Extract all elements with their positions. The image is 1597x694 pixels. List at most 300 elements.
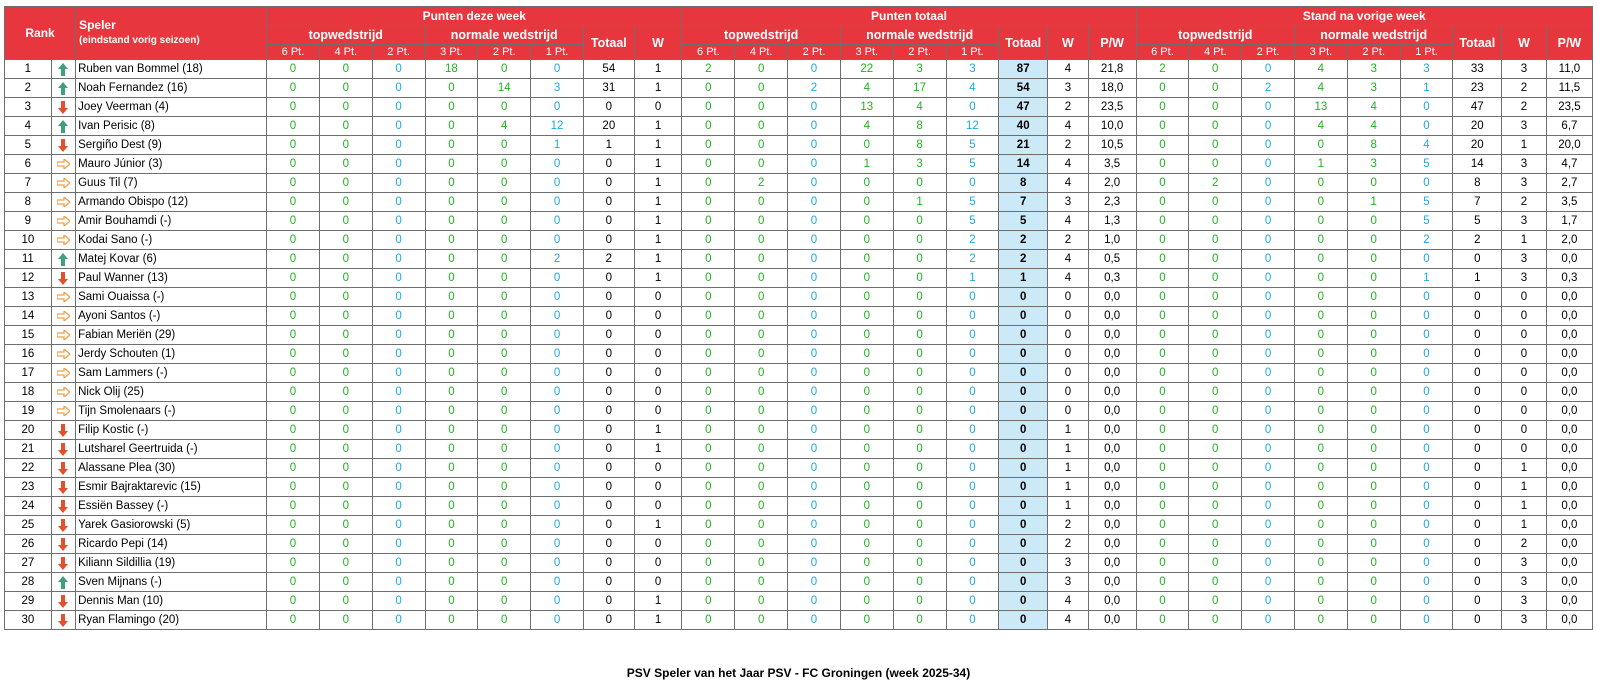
col-header-2pt: 2 Pt. xyxy=(372,45,425,60)
total-points-cell: 0 xyxy=(893,174,946,193)
week-total-cell: 0 xyxy=(583,212,634,231)
total-points-cell: 0 xyxy=(893,269,946,288)
prev-points-cell: 0 xyxy=(1136,402,1189,421)
total-pw-cell: 0,0 xyxy=(1088,497,1136,516)
total-points-cell: 0 xyxy=(946,383,999,402)
week-points-cell: 0 xyxy=(425,250,478,269)
total-points-cell: 0 xyxy=(840,516,893,535)
total-points-cell: 0 xyxy=(682,516,735,535)
prev-pw-cell: 11,0 xyxy=(1546,60,1592,79)
total-cell: 0 xyxy=(999,535,1048,554)
prev-points-cell: 0 xyxy=(1400,383,1453,402)
total-points-cell: 0 xyxy=(893,364,946,383)
total-points-cell: 0 xyxy=(735,269,788,288)
week-points-cell: 0 xyxy=(531,402,584,421)
total-points-cell: 0 xyxy=(735,326,788,345)
player-name: Kiliann Sildillia (19) xyxy=(76,554,267,573)
prev-points-cell: 0 xyxy=(1347,345,1400,364)
prev-points-cell: 0 xyxy=(1136,288,1189,307)
total-points-cell: 0 xyxy=(682,193,735,212)
total-pw-cell: 10,0 xyxy=(1088,117,1136,136)
total-cell: 0 xyxy=(999,383,1048,402)
week-points-cell: 0 xyxy=(531,98,584,117)
total-points-cell: 0 xyxy=(840,288,893,307)
total-points-cell: 0 xyxy=(788,478,841,497)
prev-points-cell: 5 xyxy=(1400,155,1453,174)
total-pw-cell: 21,8 xyxy=(1088,60,1136,79)
prev-total-cell: 8 xyxy=(1453,174,1502,193)
prev-points-cell: 4 xyxy=(1294,117,1347,136)
week-points-cell: 0 xyxy=(319,345,372,364)
total-points-cell: 0 xyxy=(788,136,841,155)
week-points-cell: 0 xyxy=(425,440,478,459)
arrow-down-icon xyxy=(51,554,75,573)
week-points-cell: 0 xyxy=(478,402,531,421)
prev-points-cell: 2 xyxy=(1400,231,1453,250)
total-cell: 0 xyxy=(999,611,1048,630)
week-points-cell: 0 xyxy=(425,383,478,402)
week-points-cell: 0 xyxy=(531,60,584,79)
col-header-3pt: 3 Pt. xyxy=(425,45,478,60)
week-points-cell: 0 xyxy=(319,364,372,383)
total-points-cell: 0 xyxy=(735,421,788,440)
total-points-cell: 0 xyxy=(788,307,841,326)
week-points-cell: 0 xyxy=(372,79,425,98)
total-w-cell: 2 xyxy=(1048,535,1089,554)
prev-points-cell: 0 xyxy=(1242,136,1295,155)
prev-points-cell: 3 xyxy=(1347,60,1400,79)
prev-points-cell: 0 xyxy=(1242,269,1295,288)
total-points-cell: 0 xyxy=(735,212,788,231)
prev-total-cell: 2 xyxy=(1453,231,1502,250)
prev-points-cell: 0 xyxy=(1136,326,1189,345)
rank-cell: 26 xyxy=(5,535,52,554)
total-points-cell: 0 xyxy=(788,117,841,136)
rank-cell: 1 xyxy=(5,60,52,79)
rank-cell: 10 xyxy=(5,231,52,250)
total-points-cell: 0 xyxy=(840,193,893,212)
prev-total-cell: 0 xyxy=(1453,497,1502,516)
week-points-cell: 0 xyxy=(531,155,584,174)
total-points-cell: 0 xyxy=(840,611,893,630)
week-w-cell: 0 xyxy=(634,554,682,573)
prev-w-cell: 1 xyxy=(1502,516,1547,535)
total-points-cell: 0 xyxy=(735,535,788,554)
prev-points-cell: 0 xyxy=(1400,288,1453,307)
prev-points-cell: 0 xyxy=(1400,326,1453,345)
week-points-cell: 0 xyxy=(372,383,425,402)
total-points-cell: 0 xyxy=(682,592,735,611)
prev-total-cell: 0 xyxy=(1453,459,1502,478)
speler-header-sub: (eindstand vorig seizoen) xyxy=(79,35,200,46)
rank-cell: 2 xyxy=(5,79,52,98)
week-points-cell: 0 xyxy=(478,60,531,79)
week-points-cell: 0 xyxy=(425,554,478,573)
prev-total-cell: 0 xyxy=(1453,611,1502,630)
arrow-up-icon xyxy=(51,573,75,592)
arrow-down-icon xyxy=(51,269,75,288)
week-w-cell: 1 xyxy=(634,212,682,231)
week-total-cell: 0 xyxy=(583,288,634,307)
total-w-cell: 0 xyxy=(1048,307,1089,326)
total-w-cell: 0 xyxy=(1048,364,1089,383)
prev-pw-cell: 0,0 xyxy=(1546,554,1592,573)
total-cell: 8 xyxy=(999,174,1048,193)
total-points-cell: 0 xyxy=(840,535,893,554)
prev-points-cell: 0 xyxy=(1347,402,1400,421)
rank-cell: 4 xyxy=(5,117,52,136)
subheader-normaal: normale wedstrijd xyxy=(425,26,583,45)
speler-header-label: Speler xyxy=(79,18,116,32)
week-w-cell: 1 xyxy=(634,250,682,269)
week-w-cell: 0 xyxy=(634,573,682,592)
col-header-6pt: 6 Pt. xyxy=(682,45,735,60)
prev-points-cell: 0 xyxy=(1400,592,1453,611)
arrow-right-icon xyxy=(51,212,75,231)
week-w-cell: 0 xyxy=(634,535,682,554)
total-points-cell: 0 xyxy=(893,516,946,535)
week-points-cell: 0 xyxy=(425,288,478,307)
week-points-cell: 0 xyxy=(425,421,478,440)
prev-points-cell: 0 xyxy=(1136,212,1189,231)
prev-points-cell: 0 xyxy=(1294,554,1347,573)
total-points-cell: 0 xyxy=(735,573,788,592)
week-points-cell: 0 xyxy=(267,516,320,535)
week-points-cell: 0 xyxy=(531,383,584,402)
prev-points-cell: 0 xyxy=(1242,440,1295,459)
prev-pw-cell: 0,0 xyxy=(1546,592,1592,611)
prev-points-cell: 0 xyxy=(1189,611,1242,630)
week-total-cell: 0 xyxy=(583,345,634,364)
total-points-cell: 0 xyxy=(840,402,893,421)
week-points-cell: 0 xyxy=(267,497,320,516)
player-name: Essiën Bassey (-) xyxy=(76,497,267,516)
week-points-cell: 0 xyxy=(425,573,478,592)
arrow-down-icon xyxy=(51,535,75,554)
week-points-cell: 0 xyxy=(425,497,478,516)
week-points-cell: 0 xyxy=(531,345,584,364)
total-points-cell: 0 xyxy=(788,383,841,402)
week-points-cell: 0 xyxy=(478,516,531,535)
total-points-cell: 3 xyxy=(946,60,999,79)
week-points-cell: 0 xyxy=(267,174,320,193)
col-header-1pt: 1 Pt. xyxy=(531,45,584,60)
week-w-cell: 1 xyxy=(634,193,682,212)
prev-points-cell: 0 xyxy=(1242,421,1295,440)
rank-cell: 20 xyxy=(5,421,52,440)
week-points-cell: 0 xyxy=(478,345,531,364)
week-points-cell: 0 xyxy=(319,307,372,326)
week-total-cell: 0 xyxy=(583,193,634,212)
week-points-cell: 0 xyxy=(267,326,320,345)
total-cell: 0 xyxy=(999,288,1048,307)
week-points-cell: 0 xyxy=(372,98,425,117)
total-w-cell: 4 xyxy=(1048,250,1089,269)
col-header-w: W xyxy=(1502,26,1547,60)
prev-points-cell: 4 xyxy=(1347,117,1400,136)
week-total-cell: 0 xyxy=(583,155,634,174)
week-points-cell: 2 xyxy=(531,250,584,269)
prev-points-cell: 3 xyxy=(1347,79,1400,98)
prev-points-cell: 0 xyxy=(1136,421,1189,440)
total-pw-cell: 0,0 xyxy=(1088,478,1136,497)
prev-total-cell: 0 xyxy=(1453,554,1502,573)
prev-total-cell: 0 xyxy=(1453,478,1502,497)
table-row xyxy=(5,288,1593,307)
week-points-cell: 0 xyxy=(319,174,372,193)
arrow-right-icon xyxy=(51,364,75,383)
table-row xyxy=(5,212,1593,231)
prev-pw-cell: 2,7 xyxy=(1546,174,1592,193)
prev-points-cell: 0 xyxy=(1136,516,1189,535)
prev-points-cell: 0 xyxy=(1136,440,1189,459)
rank-cell: 28 xyxy=(5,573,52,592)
total-pw-cell: 1,3 xyxy=(1088,212,1136,231)
prev-pw-cell: 0,0 xyxy=(1546,288,1592,307)
table-row xyxy=(5,592,1593,611)
rank-cell: 11 xyxy=(5,250,52,269)
table-row xyxy=(5,60,1593,79)
prev-w-cell: 1 xyxy=(1502,497,1547,516)
total-points-cell: 0 xyxy=(893,573,946,592)
rank-cell: 14 xyxy=(5,307,52,326)
prev-points-cell: 13 xyxy=(1294,98,1347,117)
total-w-cell: 0 xyxy=(1048,288,1089,307)
prev-w-cell: 1 xyxy=(1502,136,1547,155)
total-points-cell: 0 xyxy=(735,459,788,478)
week-points-cell: 0 xyxy=(478,193,531,212)
week-points-cell: 0 xyxy=(478,497,531,516)
prev-points-cell: 0 xyxy=(1294,611,1347,630)
prev-pw-cell: 0,0 xyxy=(1546,573,1592,592)
week-points-cell: 0 xyxy=(267,459,320,478)
rank-cell: 23 xyxy=(5,478,52,497)
player-name: Dennis Man (10) xyxy=(76,592,267,611)
total-cell: 0 xyxy=(999,440,1048,459)
total-points-cell: 0 xyxy=(735,98,788,117)
total-points-cell: 2 xyxy=(735,174,788,193)
week-points-cell: 0 xyxy=(425,174,478,193)
prev-pw-cell: 0,0 xyxy=(1546,535,1592,554)
prev-points-cell: 0 xyxy=(1136,250,1189,269)
week-points-cell: 0 xyxy=(478,478,531,497)
col-header-3pt: 3 Pt. xyxy=(840,45,893,60)
total-w-cell: 1 xyxy=(1048,459,1089,478)
col-header-2pt: 2 Pt. xyxy=(478,45,531,60)
week-points-cell: 0 xyxy=(478,535,531,554)
week-points-cell: 0 xyxy=(478,231,531,250)
prev-points-cell: 0 xyxy=(1242,193,1295,212)
total-points-cell: 0 xyxy=(788,231,841,250)
total-cell: 14 xyxy=(999,155,1048,174)
week-w-cell: 0 xyxy=(634,307,682,326)
player-name: Lutsharel Geertruida (-) xyxy=(76,440,267,459)
prev-points-cell: 0 xyxy=(1136,364,1189,383)
prev-pw-cell: 0,0 xyxy=(1546,364,1592,383)
prev-points-cell: 0 xyxy=(1242,459,1295,478)
total-points-cell: 0 xyxy=(788,364,841,383)
arrow-down-icon xyxy=(51,136,75,155)
total-points-cell: 0 xyxy=(735,155,788,174)
prev-points-cell: 0 xyxy=(1400,98,1453,117)
prev-points-cell: 0 xyxy=(1189,231,1242,250)
week-w-cell: 0 xyxy=(634,402,682,421)
total-points-cell: 0 xyxy=(840,497,893,516)
prev-points-cell: 3 xyxy=(1347,155,1400,174)
total-points-cell: 0 xyxy=(788,535,841,554)
prev-pw-cell: 11,5 xyxy=(1546,79,1592,98)
total-w-cell: 2 xyxy=(1048,98,1089,117)
group-header-vorige: Stand na vorige week xyxy=(1136,7,1592,26)
col-header-3pt: 3 Pt. xyxy=(1294,45,1347,60)
prev-points-cell: 0 xyxy=(1189,573,1242,592)
total-points-cell: 0 xyxy=(682,250,735,269)
total-w-cell: 4 xyxy=(1048,60,1089,79)
rank-cell: 25 xyxy=(5,516,52,535)
week-points-cell: 0 xyxy=(425,212,478,231)
prev-w-cell: 0 xyxy=(1502,364,1547,383)
prev-pw-cell: 0,0 xyxy=(1546,383,1592,402)
prev-points-cell: 0 xyxy=(1189,117,1242,136)
total-w-cell: 2 xyxy=(1048,231,1089,250)
prev-points-cell: 0 xyxy=(1347,497,1400,516)
total-points-cell: 0 xyxy=(946,421,999,440)
week-points-cell: 0 xyxy=(319,554,372,573)
week-points-cell: 0 xyxy=(267,364,320,383)
week-points-cell: 0 xyxy=(319,136,372,155)
week-points-cell: 0 xyxy=(267,79,320,98)
prev-total-cell: 0 xyxy=(1453,516,1502,535)
table-row xyxy=(5,307,1593,326)
player-name: Ayoni Santos (-) xyxy=(76,307,267,326)
prev-points-cell: 0 xyxy=(1189,478,1242,497)
prev-w-cell: 3 xyxy=(1502,212,1547,231)
total-points-cell: 4 xyxy=(840,117,893,136)
total-points-cell: 0 xyxy=(946,535,999,554)
prev-pw-cell: 1,7 xyxy=(1546,212,1592,231)
total-pw-cell: 0,0 xyxy=(1088,326,1136,345)
week-points-cell: 0 xyxy=(267,155,320,174)
prev-points-cell: 0 xyxy=(1242,174,1295,193)
total-points-cell: 0 xyxy=(682,345,735,364)
prev-points-cell: 0 xyxy=(1294,231,1347,250)
week-points-cell: 0 xyxy=(267,250,320,269)
total-points-cell: 0 xyxy=(946,592,999,611)
arrow-down-icon xyxy=(51,421,75,440)
total-points-cell: 0 xyxy=(682,136,735,155)
prev-total-cell: 0 xyxy=(1453,364,1502,383)
prev-points-cell: 0 xyxy=(1242,212,1295,231)
arrow-up-icon xyxy=(51,79,75,98)
week-total-cell: 0 xyxy=(583,98,634,117)
prev-pw-cell: 4,7 xyxy=(1546,155,1592,174)
week-points-cell: 0 xyxy=(478,573,531,592)
total-cell: 0 xyxy=(999,516,1048,535)
prev-points-cell: 0 xyxy=(1400,250,1453,269)
total-points-cell: 0 xyxy=(893,288,946,307)
table-row xyxy=(5,98,1593,117)
player-name: Mauro Júnior (3) xyxy=(76,155,267,174)
total-points-cell: 0 xyxy=(682,117,735,136)
total-points-cell: 0 xyxy=(682,611,735,630)
week-points-cell: 0 xyxy=(372,193,425,212)
week-points-cell: 0 xyxy=(531,535,584,554)
week-points-cell: 0 xyxy=(267,231,320,250)
prev-points-cell: 0 xyxy=(1400,459,1453,478)
player-name: Ruben van Bommel (18) xyxy=(76,60,267,79)
week-points-cell: 0 xyxy=(372,611,425,630)
col-header-1pt: 1 Pt. xyxy=(1400,45,1453,60)
total-points-cell: 0 xyxy=(735,440,788,459)
prev-points-cell: 5 xyxy=(1400,193,1453,212)
total-points-cell: 5 xyxy=(946,155,999,174)
prev-points-cell: 0 xyxy=(1242,478,1295,497)
prev-pw-cell: 3,5 xyxy=(1546,193,1592,212)
total-w-cell: 4 xyxy=(1048,155,1089,174)
col-header-w: W xyxy=(634,26,682,60)
week-points-cell: 0 xyxy=(267,60,320,79)
total-points-cell: 0 xyxy=(682,497,735,516)
total-points-cell: 0 xyxy=(840,345,893,364)
total-w-cell: 3 xyxy=(1048,79,1089,98)
prev-points-cell: 0 xyxy=(1347,516,1400,535)
subheader-normaal: normale wedstrijd xyxy=(1294,26,1452,45)
total-points-cell: 0 xyxy=(682,402,735,421)
player-name: Tijn Smolenaars (-) xyxy=(76,402,267,421)
total-points-cell: 0 xyxy=(735,193,788,212)
week-points-cell: 0 xyxy=(531,231,584,250)
arrow-right-icon xyxy=(51,326,75,345)
week-points-cell: 0 xyxy=(319,288,372,307)
week-points-cell: 0 xyxy=(319,516,372,535)
total-points-cell: 0 xyxy=(682,459,735,478)
week-points-cell: 0 xyxy=(372,535,425,554)
total-points-cell: 0 xyxy=(788,516,841,535)
total-cell: 0 xyxy=(999,459,1048,478)
table-row xyxy=(5,440,1593,459)
total-points-cell: 0 xyxy=(735,592,788,611)
prev-w-cell: 3 xyxy=(1502,155,1547,174)
week-points-cell: 0 xyxy=(478,250,531,269)
prev-points-cell: 0 xyxy=(1242,383,1295,402)
total-points-cell: 0 xyxy=(735,402,788,421)
prev-total-cell: 20 xyxy=(1453,136,1502,155)
prev-points-cell: 0 xyxy=(1400,440,1453,459)
total-points-cell: 0 xyxy=(788,269,841,288)
week-points-cell: 0 xyxy=(531,269,584,288)
prev-total-cell: 23 xyxy=(1453,79,1502,98)
prev-points-cell: 0 xyxy=(1400,307,1453,326)
total-points-cell: 0 xyxy=(735,79,788,98)
week-points-cell: 0 xyxy=(267,611,320,630)
week-points-cell: 0 xyxy=(531,288,584,307)
total-points-cell: 0 xyxy=(682,98,735,117)
total-points-cell: 0 xyxy=(735,497,788,516)
prev-points-cell: 0 xyxy=(1347,592,1400,611)
prev-points-cell: 0 xyxy=(1294,516,1347,535)
arrow-right-icon xyxy=(51,231,75,250)
total-w-cell: 4 xyxy=(1048,212,1089,231)
prev-points-cell: 0 xyxy=(1136,497,1189,516)
arrow-right-icon xyxy=(51,155,75,174)
col-header-pw: P/W xyxy=(1546,26,1592,60)
prev-total-cell: 1 xyxy=(1453,269,1502,288)
arrow-down-icon xyxy=(51,516,75,535)
prev-points-cell: 0 xyxy=(1189,98,1242,117)
week-points-cell: 0 xyxy=(372,345,425,364)
prev-points-cell: 0 xyxy=(1189,326,1242,345)
prev-points-cell: 0 xyxy=(1136,98,1189,117)
